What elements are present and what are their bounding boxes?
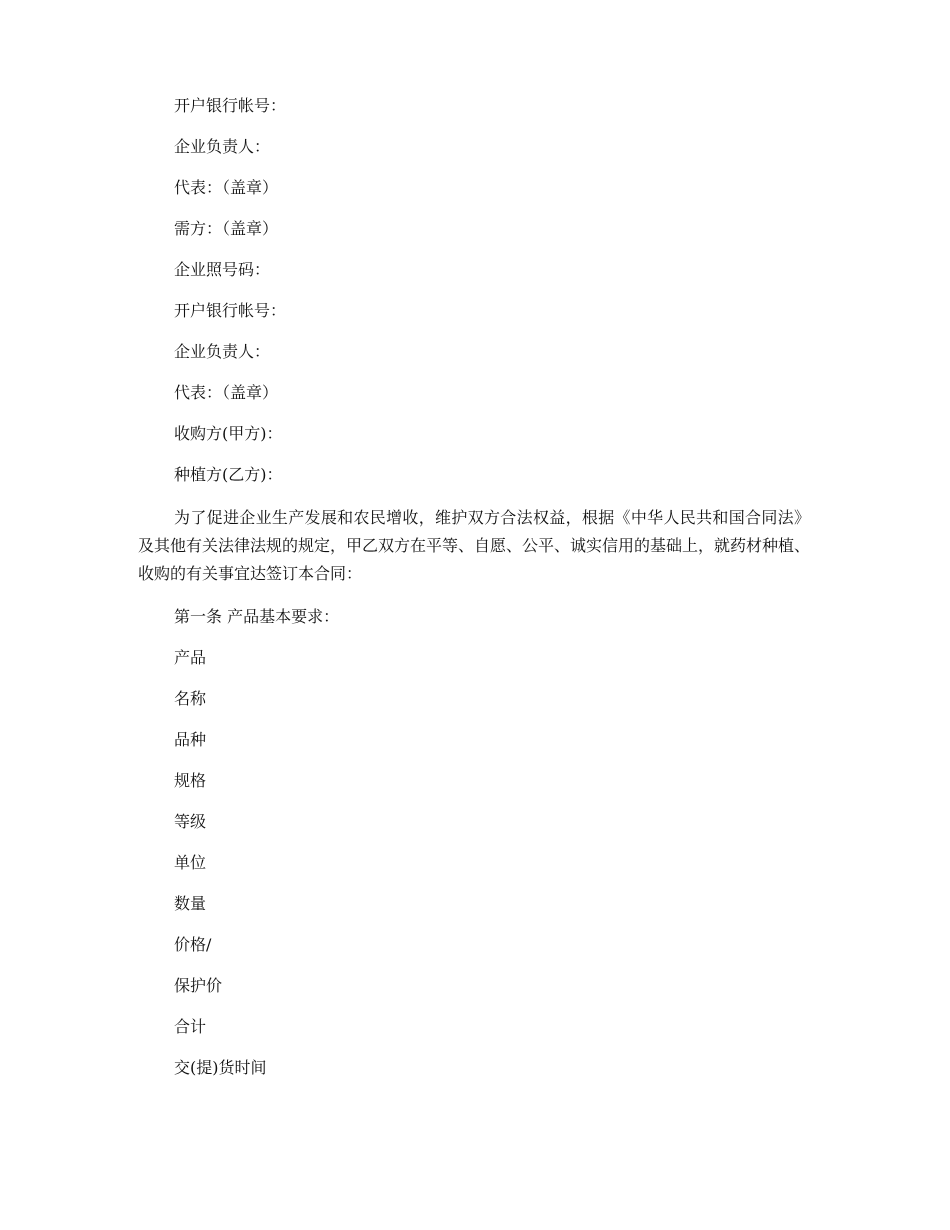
article-1-title: 第一条 产品基本要求： (174, 607, 340, 626)
table-header-spec: 规格 (174, 771, 207, 790)
representative-seal-label-2: 代表：（盖章） (174, 383, 279, 402)
table-header-unit: 单位 (174, 853, 207, 872)
table-header-price: 价格/ (174, 935, 212, 954)
bank-account-label-1: 开户银行帐号： (174, 96, 287, 115)
business-license-number-label: 企业照号码： (174, 260, 271, 279)
table-header-total: 合计 (174, 1017, 207, 1036)
table-header-variety: 品种 (174, 730, 207, 749)
purchaser-party-a-label: 收购方(甲方)： (174, 424, 283, 443)
document-body (138, 94, 810, 1097)
table-header-product: 产品 (174, 648, 207, 667)
bank-account-label-2: 开户银行帐号： (174, 301, 287, 320)
table-header-delivery-time: 交(提)货时间 (174, 1058, 267, 1077)
table-header-name: 名称 (174, 689, 207, 708)
demand-party-seal-label: 需方：（盖章） (174, 219, 279, 238)
contract-intro-paragraph: 为了促进企业生产发展和农民增收，维护双方合法权益，根据《中华人民共和国合同法》及其他有关法律法规的规定，甲乙双方在平等、自愿、公平、诚实信用的基础上，就药材种植、收购的有关事宜达签订本合同： (138, 508, 811, 583)
enterprise-head-label-2: 企业负责人： (174, 342, 271, 361)
representative-seal-label-1: 代表：（盖章） (174, 178, 279, 197)
table-header-protective-price: 保护价 (174, 976, 223, 995)
enterprise-head-label-1: 企业负责人： (174, 137, 271, 156)
table-header-grade: 等级 (174, 812, 207, 831)
grower-party-b-label: 种植方(乙方)： (174, 465, 283, 484)
table-header-quantity: 数量 (174, 894, 207, 913)
